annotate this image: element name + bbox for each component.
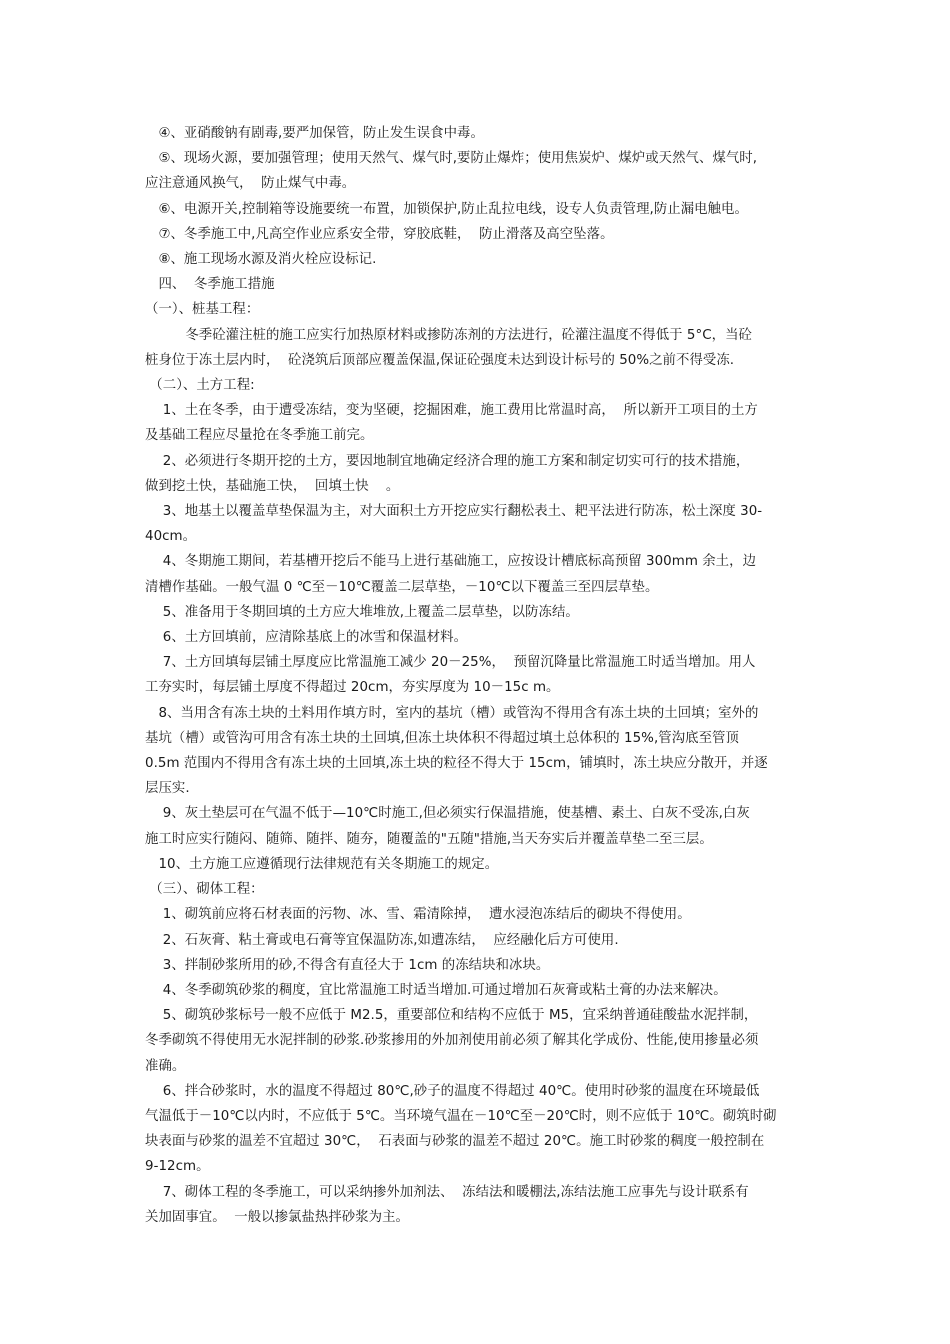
text-line: 气温低于－10℃以内时，不应低于 5℃。当环境气温在－10℃至－20℃时，则不应低于 10℃。砌筑时砌 <box>145 1108 777 1124</box>
text-line: ⑤、现场火源，要加强管理；使用天然气、煤气时,要防止爆炸；使用焦炭炉、煤炉或天然气、煤气时, <box>145 151 758 167</box>
text-line: 应注意通风换气， 防止煤气中毒。 <box>145 176 356 192</box>
text-line: 冬季砼灌注桩的施工应实行加热原材料或掺防冻剂的方法进行，砼灌注温度不得低于 5°C，当砼 <box>145 327 752 343</box>
text-line: 6、土方回填前，应清除基底上的冰雪和保温材料。 <box>145 630 468 646</box>
text-line: 关加固事宜。 一般以掺氯盐热拌砂浆为主。 <box>145 1209 409 1225</box>
text-line: 桩身位于冻土层内时， 砼浇筑后顶部应覆盖保温,保证砼强度未达到设计标号的 50%之前不得受冻. <box>145 352 735 368</box>
text-line: 2、必须进行冬期开挖的土方，要因地制宜地确定经济合理的施工方案和制定切实可行的技术措施， <box>145 453 750 469</box>
text-line: 5、准备用于冬期回填的土方应大堆堆放,上覆盖二层草垫，以防冻结。 <box>145 604 579 620</box>
text-line: 9-12cm。 <box>145 1159 210 1175</box>
text-line: 6、拌合砂浆时，水的温度不得超过 80℃,砂子的温度不得超过 40℃。使用时砂浆的温度在环境最低 <box>145 1083 760 1099</box>
text-line: 4、冬季砌筑砂浆的稠度，宜比常温施工时适当增加.可通过增加石灰膏或粘土膏的办法来解决。 <box>145 982 727 998</box>
text-line: 40cm。 <box>145 529 197 545</box>
subsection-heading: （一）、桩基工程： <box>145 302 260 318</box>
text-line: 5、砌筑砂浆标号一般不应低于 M2.5，重要部位和结构不应低于 M5，宜采纳普通硅酸盐水泥拌制， <box>145 1008 758 1024</box>
text-line: 4、冬期施工期间，若基槽开挖后不能马上进行基础施工，应按设计槽底标高预留 300mm 余土，边 <box>145 554 757 570</box>
text-line: 冬季砌筑不得使用无水泥拌制的砂浆.砂浆掺用的外加剂使用前必须了解其化学成份、性能,使用掺量必须 <box>145 1033 759 1049</box>
text-line: 准确。 <box>145 1058 186 1074</box>
text-line: 8、当用含有冻土块的土料用作填方时，室内的基坑（槽）或管沟不得用含有冻土块的土回填；室外的 <box>145 705 759 721</box>
text-line: 块表面与砂浆的温差不宜超过 30℃， 石表面与砂浆的温差不超过 20℃。施工时砂浆的稠度一般控制在 <box>145 1134 765 1150</box>
text-line: ⑥、电源开关,控制箱等设施要统一布置，加锁保护,防止乱拉电线，设专人负责管理,防止漏电触电。 <box>145 201 748 217</box>
subsection-heading: （二）、土方工程: <box>145 378 255 394</box>
text-line: 3、拌制砂浆所用的砂,不得含有直径大于 1cm 的冻结块和冰块。 <box>145 957 550 973</box>
text-line: 2、石灰膏、粘土膏或电石膏等宜保温防冻,如遭冻结， 应经融化后方可使用. <box>145 932 619 948</box>
text-line: 1、土在冬季，由于遭受冻结，变为坚硬，挖掘困难，施工费用比常温时高， 所以新开工项目的土方 <box>145 403 758 419</box>
text-line: 清槽作基础。一般气温 0 ℃至－10℃覆盖二层草垫，－10℃以下覆盖三至四层草垫。 <box>145 579 659 595</box>
text-line: 10、土方施工应遵循现行法律规范有关冬期施工的规定。 <box>145 856 499 872</box>
text-line: 基坑（槽）或管沟可用含有冻土块的土回填,但冻土块体积不得超过填土总体积的 15%,管沟底至管顶 <box>145 730 739 746</box>
text-line: 做到挖土快，基础施工快， 回填土快 。 <box>145 478 400 494</box>
subsection-heading: （三）、砌体工程： <box>145 882 264 898</box>
text-line: ⑧、施工现场水源及消火栓应设标记. <box>145 252 377 268</box>
text-line: 7、砌体工程的冬季施工，可以采纳掺外加剂法、 冻结法和暖棚法,冻结法施工应事先与设计联系有 <box>145 1184 749 1200</box>
section-heading: 四、 冬季施工措施 <box>145 277 275 293</box>
text-line: 0.5m 范围内不得用含有冻土块的土回填,冻土块的粒径不得大于 15cm，铺填时，冻土块应分散开，并逐 <box>145 756 768 772</box>
text-line: 层压实. <box>145 781 190 797</box>
text-line: 3、地基土以覆盖草垫保温为主，对大面积土方开挖应实行翻松表土、耙平法进行防冻，松土深度 30- <box>145 504 763 520</box>
text-line: 7、土方回填每层铺土厚度应比常温施工减少 20－25%， 预留沉降量比常温施工时适当增加。用人 <box>145 655 756 671</box>
text-line: 工夯实时，每层铺土厚度不得超过 20cm，夯实厚度为 10－15c m。 <box>145 680 560 696</box>
text-line: ⑦、冬季施工中,凡高空作业应系安全带，穿胶底鞋， 防止滑落及高空坠落。 <box>145 226 614 242</box>
text-line: 施工时应实行随闷、随筛、随拌、随夯，随覆盖的"五随"措施,当天夯实后并覆盖草垫二至三层。 <box>145 831 713 847</box>
text-line: ④、亚硝酸钠有剧毒,要严加保管，防止发生误食中毒。 <box>145 126 484 141</box>
text-line: 1、砌筑前应将石材表面的污物、冰、雪、霜清除掉， 遭水浸泡冻结后的砌块不得使用。 <box>145 907 691 923</box>
text-line: 及基础工程应尽量抢在冬季施工前完。 <box>145 428 374 444</box>
text-line: 9、灰土垫层可在气温不低于—10℃时施工,但必须实行保温措施，使基槽、素土、白灰不受冻,白灰 <box>145 806 750 822</box>
